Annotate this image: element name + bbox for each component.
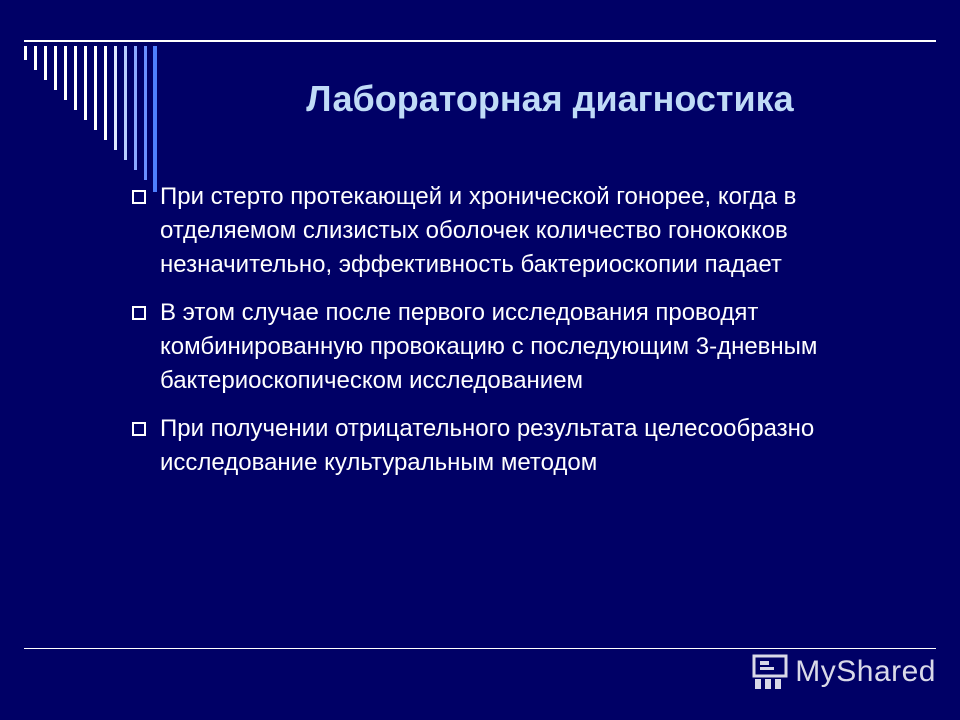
bottom-divider bbox=[24, 648, 936, 649]
square-bullet-icon bbox=[132, 190, 146, 204]
slide-title: Лабораторная диагностика bbox=[306, 78, 794, 119]
bullet-text: При получении отрицательного результата целесообразно исследование культуральным методом bbox=[160, 415, 815, 476]
watermark bbox=[751, 654, 936, 690]
decorative-stripes bbox=[24, 46, 164, 196]
bullet-item bbox=[124, 412, 914, 480]
watermark-text: MyShared bbox=[795, 655, 936, 688]
square-bullet-icon bbox=[132, 422, 146, 436]
bullet-text: При стерто протекающей и хронической гонорее, когда в отделяемом слизистых оболочек количество гонококков незначительно, эффективность бактериоскопии падает bbox=[160, 183, 797, 278]
square-bullet-icon bbox=[132, 306, 146, 320]
bullet-item bbox=[124, 180, 914, 282]
bullet-list bbox=[124, 180, 914, 494]
bullet-text: В этом случае после первого исследования проводят комбинированную провокацию с последующим 3-дневным бактериоскопическом исследованием bbox=[160, 299, 818, 394]
classroom-icon bbox=[751, 654, 789, 690]
top-divider bbox=[24, 40, 936, 42]
bullet-item bbox=[124, 296, 914, 398]
